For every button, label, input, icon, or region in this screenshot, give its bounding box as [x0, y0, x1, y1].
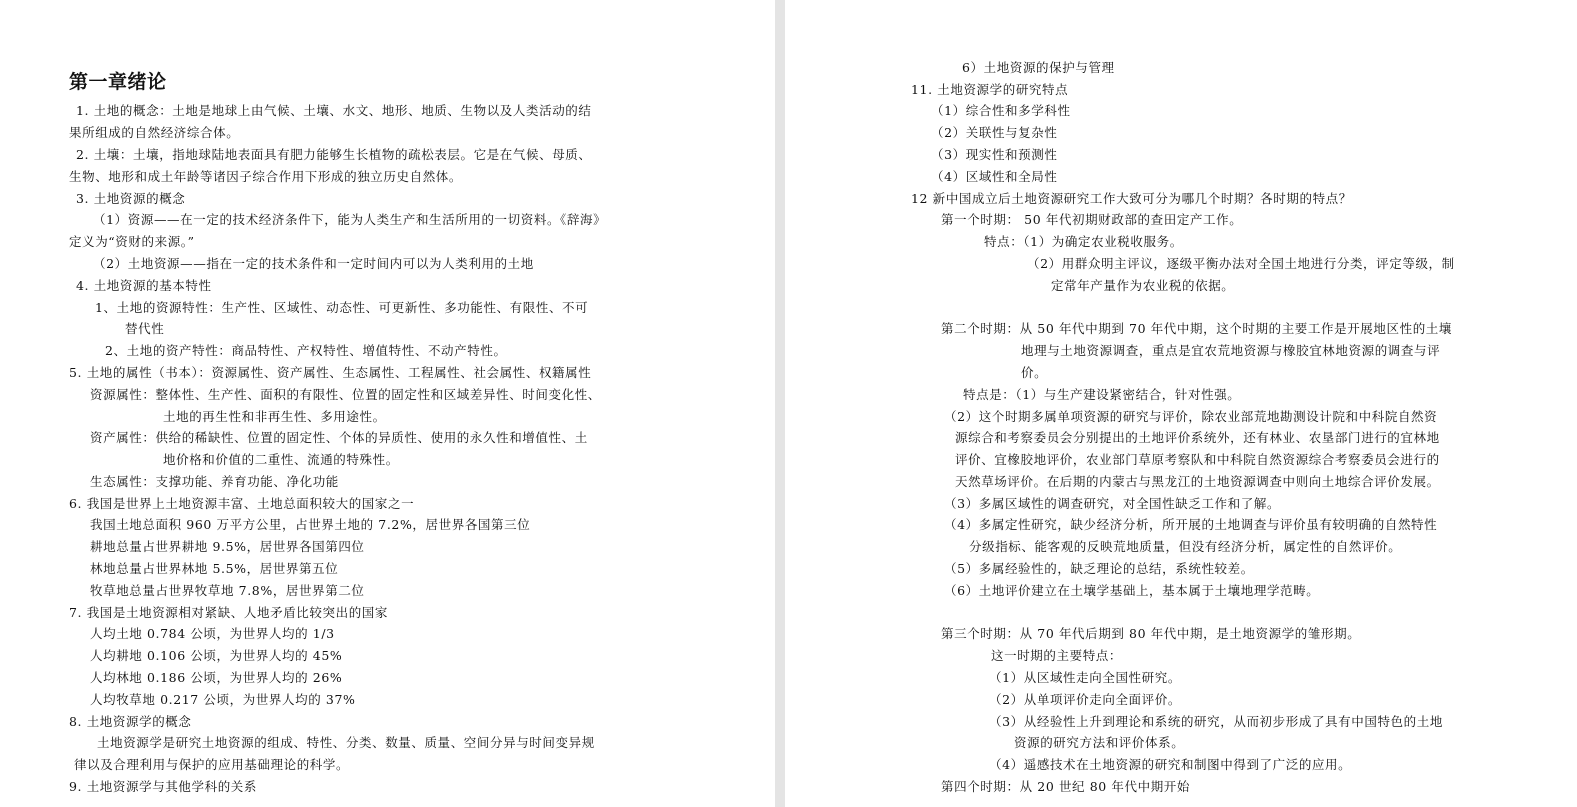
text-line: 资源的研究方法和评价体系。	[1014, 735, 1185, 750]
text-line: 11. 土地资源学的研究特点	[911, 82, 1069, 97]
text-line: （2）这个时期多属单项资源的研究与评价，除农业部荒地勘测设计院和中科院自然资	[944, 409, 1438, 424]
text-line: 特点是：（1）与生产建设紧密结合，针对性强。	[963, 387, 1241, 402]
document-page-left	[0, 0, 775, 807]
text-line: 3. 土地资源的概念	[76, 191, 186, 206]
text-line: 2、土地的资产特性：商品特性、产权特性、增值特性、不动产特性。	[105, 343, 507, 358]
text-line: 9. 土地资源学与其他学科的关系	[69, 779, 258, 794]
text-line: 第二个时期：从 50 年代中期到 70 年代中期，这个时期的主要工作是开展地区性的土壤	[941, 321, 1453, 336]
text-line: （2）关联性与复杂性	[931, 125, 1058, 140]
text-line: 特点：（1）为确定农业税收服务。	[984, 234, 1183, 249]
text-line: 地价格和价值的二重性、流通的特殊性。	[163, 452, 399, 467]
text-line: 6）土地资源的保护与管理	[962, 60, 1115, 75]
text-line: （2）用群众明主评议，逐级平衡办法对全国土地进行分类，评定等级，制	[1027, 256, 1455, 271]
text-line: 7. 我国是土地资源相对紧缺、人地矛盾比较突出的国家	[69, 605, 389, 620]
text-line: 5. 土地的属性（书本）：资源属性、资产属性、生态属性、工程属性、社会属性、权籍属性	[69, 365, 592, 380]
text-line: 12 新中国成立后土地资源研究工作大致可分为哪几个时期？各时期的特点？	[911, 191, 1352, 206]
text-line: 1. 土地的概念：土地是地球上由气候、土壤、水文、地形、地质、生物以及人类活动的结	[76, 103, 592, 118]
text-line: 耕地总量占世界耕地 9.5%，居世界各国第四位	[90, 539, 365, 554]
text-line: 人均土地 0.784 公顷，为世界人均的 1/3	[90, 626, 335, 641]
text-line: （4）多属定性研究，缺少经济分析，所开展的土地调查与评价虽有较明确的自然特性	[944, 517, 1438, 532]
text-line: 人均耕地 0.106 公顷，为世界人均的 45%	[90, 648, 343, 663]
page-gap	[775, 0, 785, 807]
text-line: （3）现实性和预测性	[931, 147, 1058, 162]
text-line: （4）区域性和全局性	[931, 169, 1058, 184]
text-line: 1、土地的资源特性：生产性、区域性、动态性、可更新性、多功能性、有限性、不可	[95, 300, 589, 315]
text-line: 人均林地 0.186 公顷，为世界人均的 26%	[90, 670, 343, 685]
text-line: 土地的再生性和非再生性、多用途性。	[163, 409, 386, 424]
text-line: （3）多属区域性的调查研究，对全国性缺乏工作和了解。	[944, 496, 1281, 511]
text-line: 分级指标、能客观的反映荒地质量，但没有经济分析，属定性的自然评价。	[969, 539, 1402, 554]
text-line: 生物、地形和成土年龄等诸因子综合作用下形成的独立历史自然体。	[69, 169, 463, 184]
text-line: 林地总量占世界林地 5.5%，居世界第五位	[90, 561, 339, 576]
text-line: （1）综合性和多学科性	[931, 103, 1071, 118]
text-line: 我国土地总面积 960 万平方公里，占世界土地的 7.2%，居世界各国第三位	[90, 517, 531, 532]
text-line: 源综合和考察委员会分别提出的土地评价系统外，还有林业、农垦部门进行的宜林地	[955, 430, 1440, 445]
text-line: 资源属性：整体性、生产性、面积的有限性、位置的固定性和区域差异性、时间变化性、	[90, 387, 601, 402]
text-line: 2. 土壤：土壤，指地球陆地表面具有肥力能够生长植物的疏松表层。它是在气候、母质、	[76, 147, 592, 162]
text-line: 定常年产量作为农业税的依据。	[1051, 278, 1235, 293]
text-line: 4. 土地资源的基本特性	[76, 278, 212, 293]
text-line: （3）从经验性上升到理论和系统的研究，从而初步形成了具有中国特色的土地	[989, 714, 1443, 729]
text-line: 第四个时期：从 20 世纪 80 年代中期开始	[941, 779, 1191, 794]
text-line: 价。	[1021, 365, 1048, 380]
text-line: 天然草场评价。在后期的内蒙古与黑龙江的土地资源调查中则向土地综合评价发展。	[955, 474, 1440, 489]
text-line: 土地资源学是研究土地资源的组成、特性、分类、数量、质量、空间分异与时间变异规	[97, 735, 595, 750]
text-line: （4）遥感技术在土地资源的研究和制图中得到了广泛的应用。	[989, 757, 1352, 772]
text-line: 6. 我国是世界上土地资源丰富、土地总面积较大的国家之一	[69, 496, 415, 511]
text-line: 律以及合理利用与保护的应用基础理论的科学。	[74, 757, 350, 772]
text-line: 果所组成的自然经济综合体。	[69, 125, 240, 140]
text-line: 评价、宜橡胶地评价，农业部门草原考察队和中科院自然资源综合考察委员会进行的	[955, 452, 1440, 467]
text-line: （1）从区域性走向全国性研究。	[989, 670, 1181, 685]
text-line: 生态属性：支撑功能、养育功能、净化功能	[90, 474, 339, 489]
text-line: 8. 土地资源学的概念	[69, 714, 192, 729]
text-line: （2）土地资源——指在一定的技术条件和一定时间内可以为人类利用的土地	[93, 256, 534, 271]
text-line: 牧草地总量占世界牧草地 7.8%，居世界第二位	[90, 583, 365, 598]
text-line: 第三个时期：从 70 年代后期到 80 年代中期，是土地资源学的雏形期。	[941, 626, 1361, 641]
text-line: 第一个时期： 50 年代初期财政部的查田定产工作。	[941, 212, 1243, 227]
text-line: 地理与土地资源调查，重点是宜农荒地资源与橡胶宜林地资源的调查与评	[1021, 343, 1441, 358]
text-line: （5）多属经验性的，缺乏理论的总结，系统性较差。	[944, 561, 1254, 576]
text-line: 定义为“资财的来源。”	[69, 234, 195, 249]
text-line: （1）资源——在一定的技术经济条件下，能为人类生产和生活所用的一切资料。《辞海》	[93, 212, 607, 227]
text-line: （6）土地评价建立在土壤学基础上，基本属于土壤地理学范畴。	[944, 583, 1320, 598]
chapter-title: 第一章绪论	[69, 71, 167, 93]
text-line: 人均牧草地 0.217 公顷，为世界人均的 37%	[90, 692, 356, 707]
text-line: 这一时期的主要特点：	[991, 648, 1123, 663]
text-line: （2）从单项评价走向全面评价。	[989, 692, 1181, 707]
text-line: 替代性	[125, 321, 165, 336]
text-line: 资产属性：供给的稀缺性、位置的固定性、个体的异质性、使用的永久性和增值性、土	[90, 430, 588, 445]
document-page-right	[785, 0, 1577, 807]
